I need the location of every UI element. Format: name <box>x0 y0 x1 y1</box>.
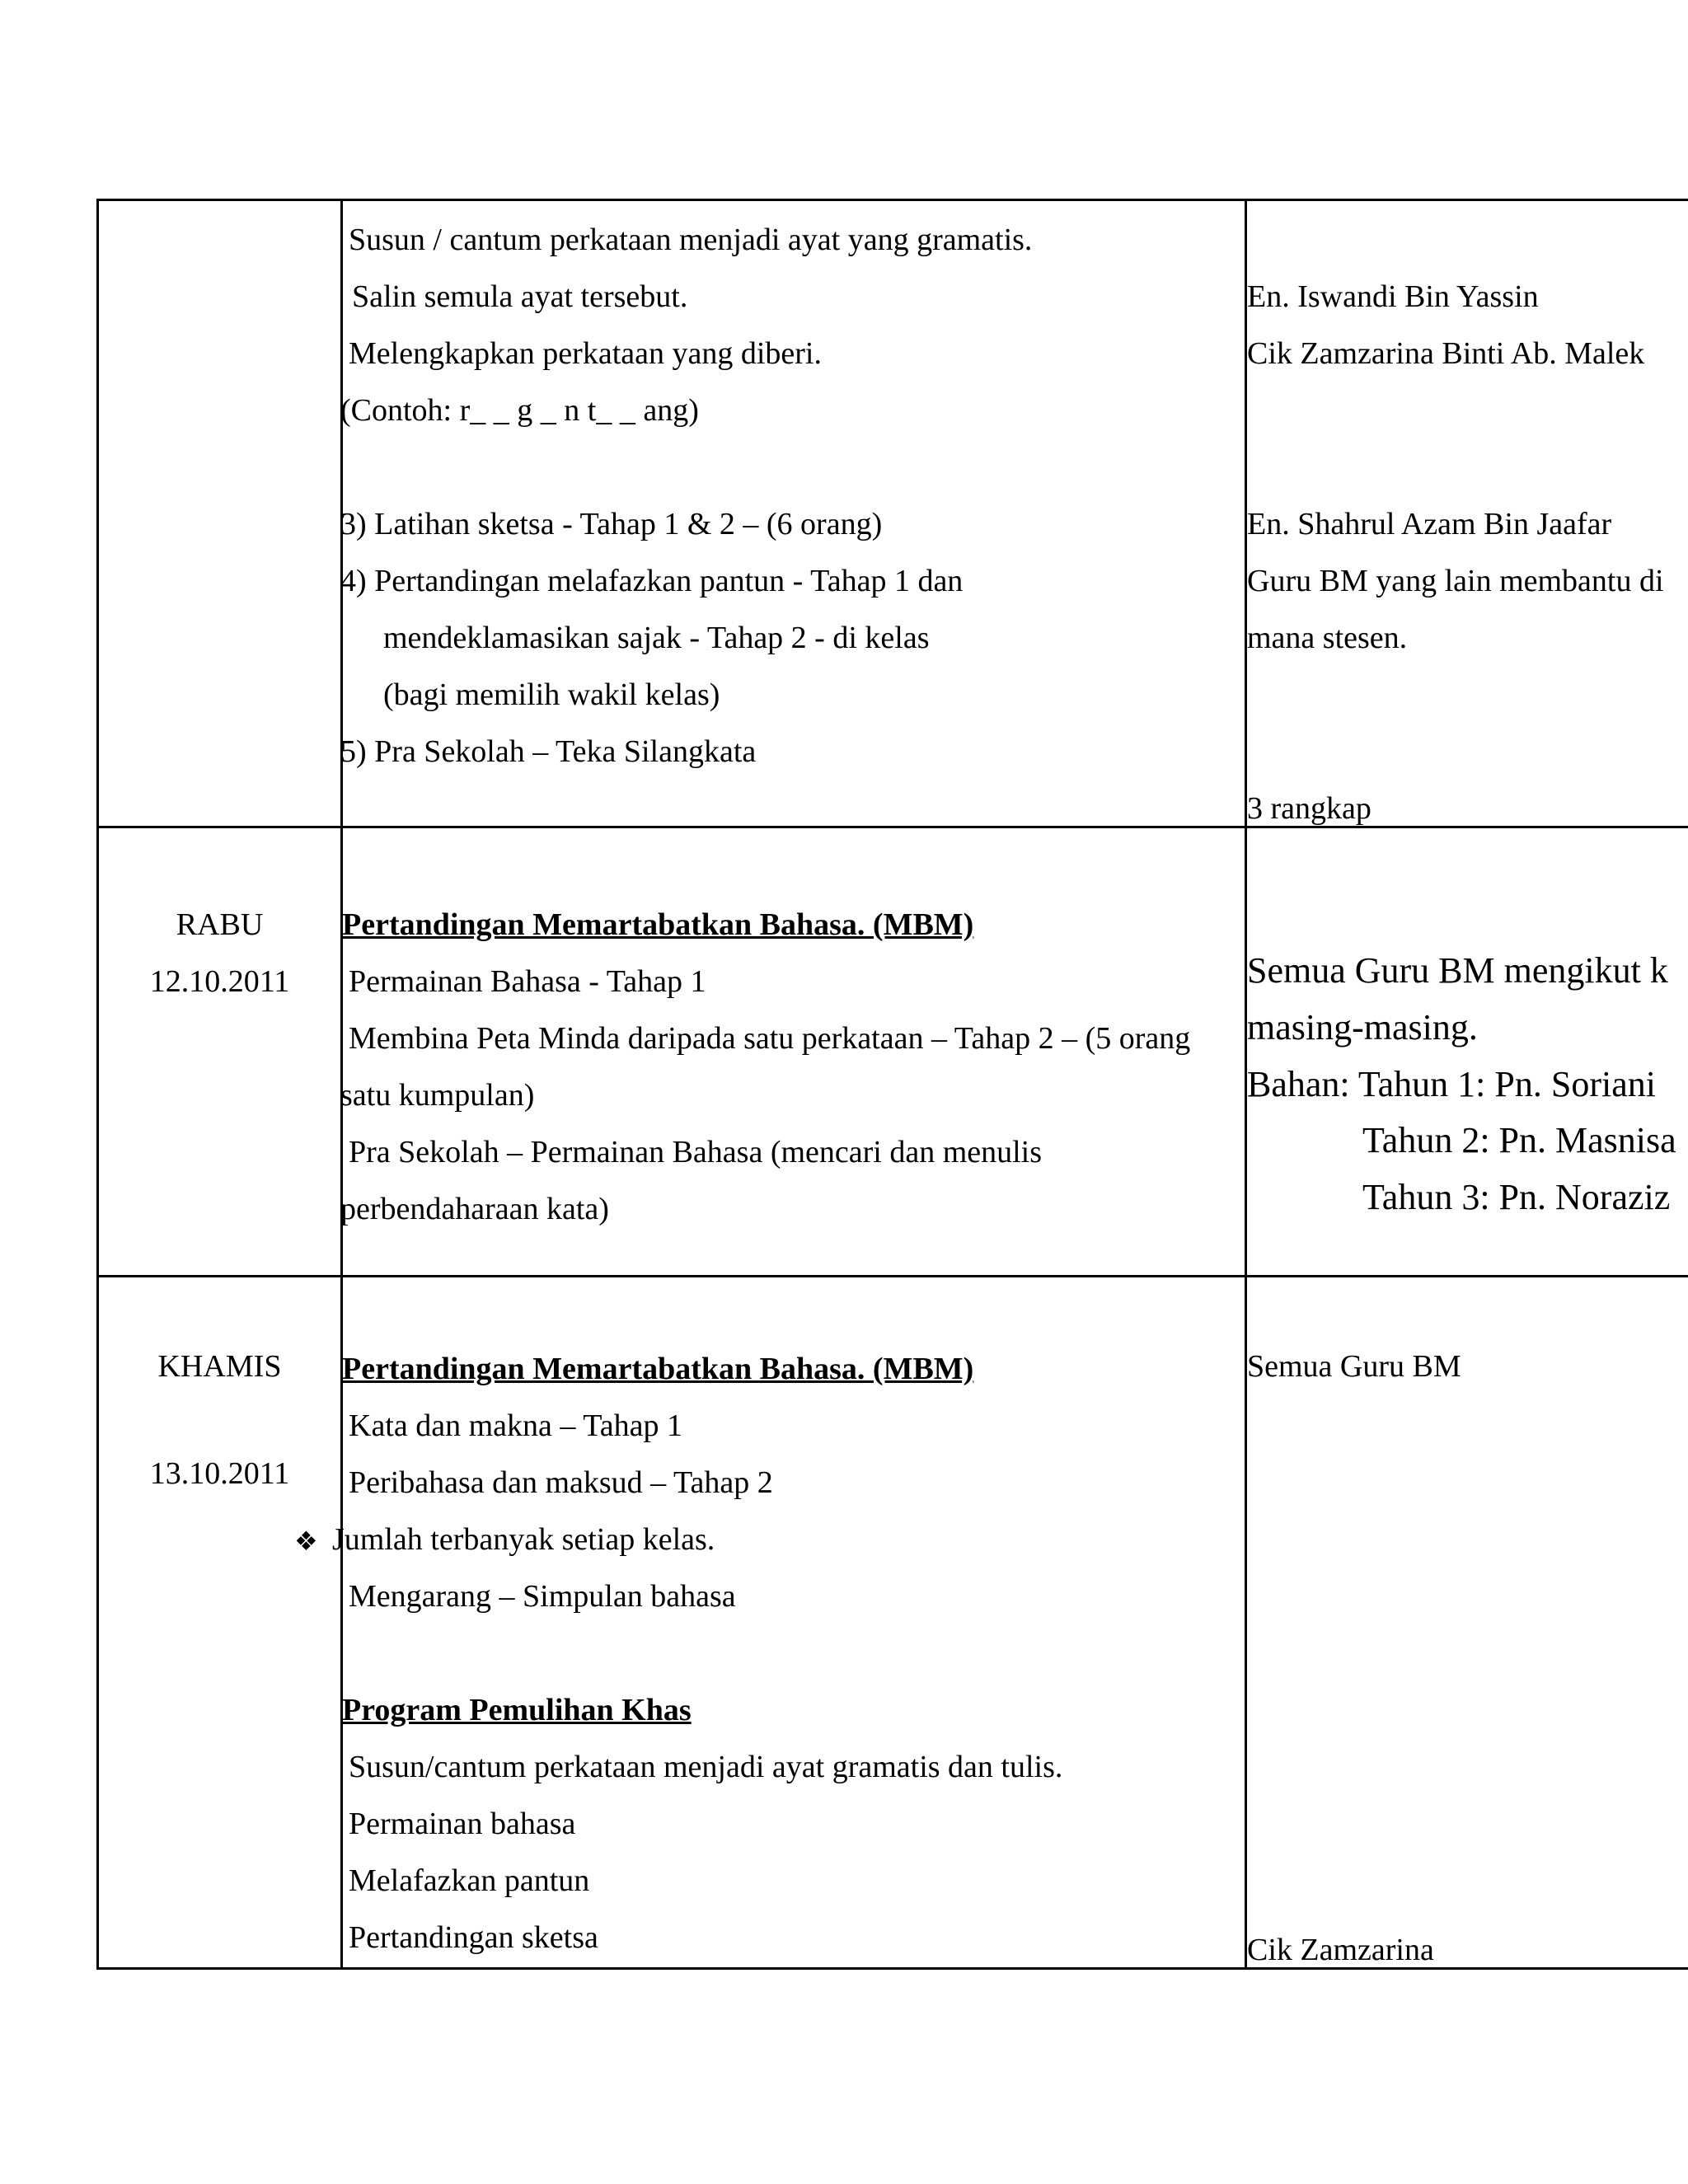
row1-activity-line: 5) Pra Sekolah – Teka Silangkata <box>340 734 757 769</box>
row3-day: KHAMIS <box>157 1349 282 1384</box>
row2-person: Tahun 2: Pn. Masnisa <box>1362 1120 1676 1160</box>
row1-activity-line: (Contoh: r_ _ g _ n t_ _ ang) <box>340 393 699 428</box>
row3-activity2-line: Permainan bahasa <box>349 1807 576 1841</box>
row2-date: 12.10.2011 <box>149 964 290 999</box>
row3-person: Semua Guru BM <box>1247 1349 1461 1384</box>
row3-activity2-line: Susun/cantum perkataan menjadi ayat gramatis dan tulis. <box>349 1750 1063 1784</box>
row1-activity-line: (bagi memilih wakil kelas) <box>383 677 720 712</box>
row3-date: 13.10.2011 <box>149 1456 290 1491</box>
row1-person: Cik Zamzarina Binti Ab. Malek <box>1247 336 1645 371</box>
row1-activity-line: 4) Pertandingan melafazkan pantun - Tahap 1 dan <box>340 564 964 598</box>
row3-heading: Pertandingan Memartabatkan Bahasa. (MBM) <box>342 1352 974 1386</box>
row1-person: mana stesen. <box>1247 621 1408 655</box>
row3-heading-2: Program Pemulihan Khas <box>342 1693 692 1727</box>
row2-activity-line: Pra Sekolah – Permainan Bahasa (mencari dan menulis <box>349 1135 1043 1169</box>
row3-activity2-line: Pertandingan sketsa <box>349 1920 598 1955</box>
row1-activity-line: mendeklamasikan sajak - Tahap 2 - di kelas <box>383 621 930 655</box>
row3-activity-line: Peribahasa dan maksud – Tahap 2 <box>349 1465 773 1500</box>
table-border-bottom <box>96 1967 1688 1970</box>
row2-activity-line: Membina Peta Minda daripada satu perkataan – Tahap 2 – (5 orang <box>349 1021 1191 1056</box>
row1-activity-line: Susun / cantum perkataan menjadi ayat yang gramatis. <box>349 223 1033 257</box>
row2-activity-line: Permainan Bahasa - Tahap 1 <box>349 964 706 999</box>
row2-person: Semua Guru BM mengikut k <box>1247 950 1668 991</box>
row3-person: Cik Zamzarina <box>1247 1933 1434 1967</box>
row1-person: En. Shahrul Azam Bin Jaafar <box>1247 507 1612 541</box>
row1-activity-line: 3) Latihan sketsa - Tahap 1 & 2 – (6 orang) <box>340 507 883 541</box>
row-divider-1 <box>96 826 1688 828</box>
row1-activity-line: Melengkapkan perkataan yang diberi. <box>349 336 822 371</box>
row3-activity-line: Kata dan makna – Tahap 1 <box>349 1408 682 1443</box>
row2-activity-line: perbendaharaan kata) <box>340 1192 609 1226</box>
table-border-left <box>96 199 99 1970</box>
row2-heading: Pertandingan Memartabatkan Bahasa. (MBM) <box>342 907 974 942</box>
row2-person: Bahan: Tahun 1: Pn. Soriani <box>1247 1064 1656 1104</box>
row1-person: En. Iswandi Bin Yassin <box>1247 279 1539 314</box>
row3-activity2-line: Melafazkan pantun <box>349 1863 590 1898</box>
row2-person: masing-masing. <box>1247 1007 1478 1047</box>
row2-day: RABU <box>176 907 264 942</box>
row-divider-2 <box>96 1275 1688 1277</box>
row3-activity-line: Jumlah terbanyak setiap kelas. <box>332 1522 715 1557</box>
table-border-top <box>96 199 1688 201</box>
row1-person: Guru BM yang lain membantu di <box>1247 564 1664 598</box>
row3-activity-line: Mengarang – Simpulan bahasa <box>349 1579 736 1614</box>
diamond-bullet-icon: ❖ <box>294 1526 318 1556</box>
row1-note: 3 rangkap <box>1247 791 1372 826</box>
row2-activity-line: satu kumpulan) <box>340 1078 535 1113</box>
row2-person: Tahun 3: Pn. Noraziz <box>1362 1177 1671 1217</box>
row1-activity-line: Salin semula ayat tersebut. <box>352 279 688 314</box>
